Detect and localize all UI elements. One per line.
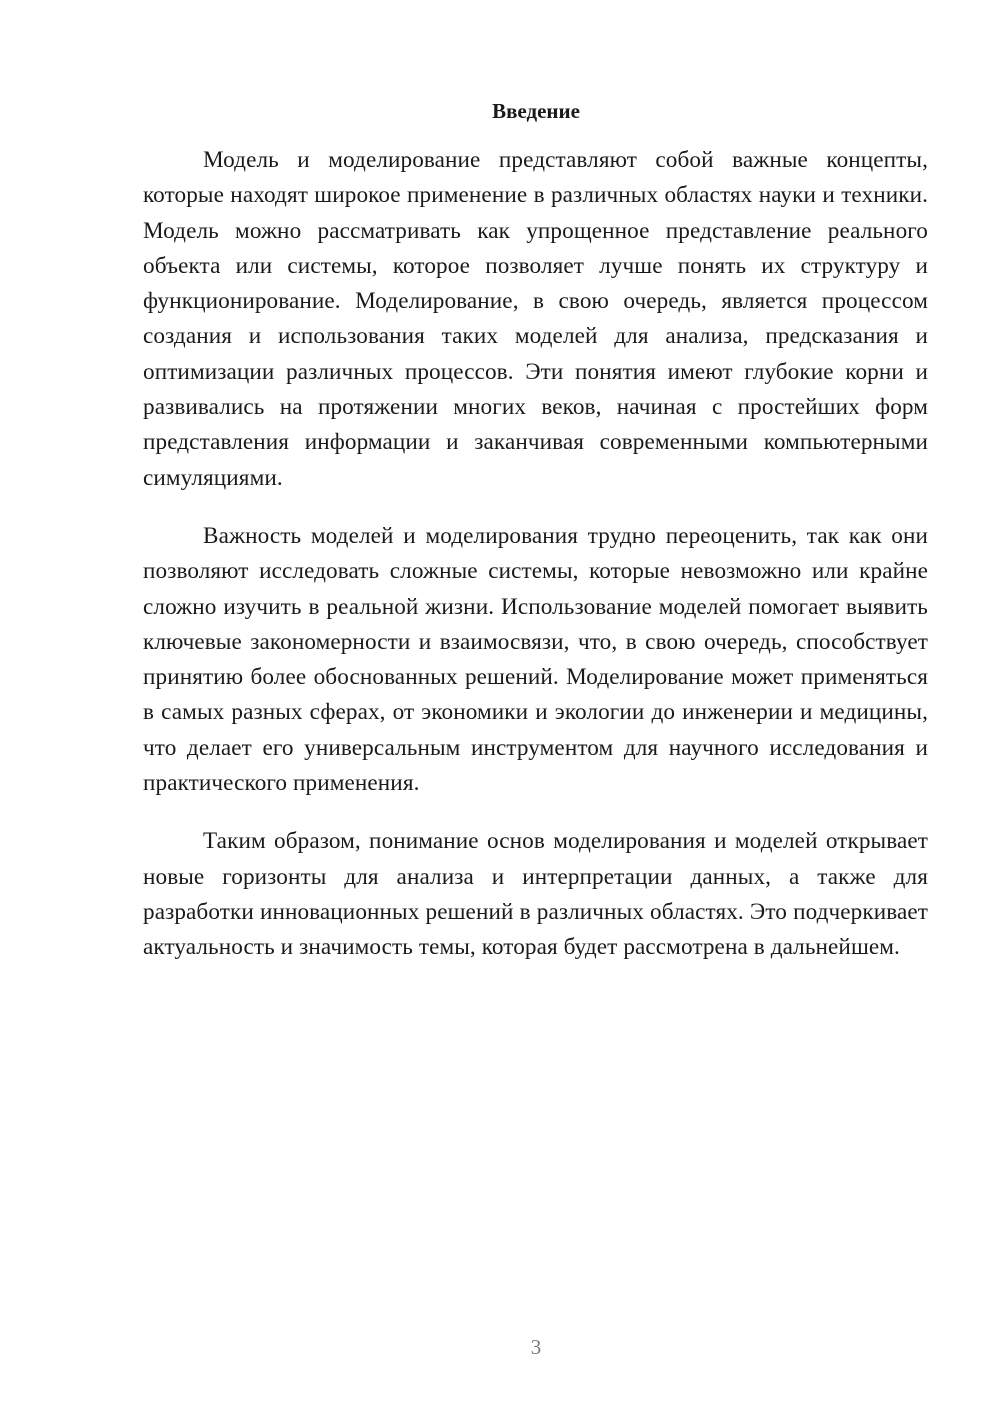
section-title: Введение [492, 99, 580, 123]
page-number: 3 [530, 1335, 542, 1359]
paragraph-1: Модель и моделирование представляют собой важные концепты, которые находят широкое применение в различных областях науки и техники. Модель можно рассматривать как упрощенное представление реального объекта или системы, которое позволяет лучше понять их структуру и функционирование. Моделирование, в свою очередь, является процессом создания и использования таких моделей для анализа, предсказания и оптимизации различных процессов. Эти понятия имеют глубокие корни и развивались на протяжении многих веков, начиная с простейших форм представления информации и заканчивая современными компьютерными симуляциями. [143, 147, 928, 491]
paragraph-3: Таким образом, понимание основ моделирования и моделей открывает новые горизонты для анализа и интерпретации данных, а также для разработки инновационных решений в различных областях. Это подчеркивает актуальность и значимость темы, которая будет рассмотрена в дальнейшем. [143, 828, 928, 961]
body-text [143, 143, 928, 989]
paragraph-2: Важность моделей и моделирования трудно переоценить, так как они позволяют исследовать сложные системы, которые невозможно или крайне сложно изучить в реальной жизни. Использование моделей помогает выявить ключевые закономерности и взаимосвязи, что, в свою очередь, способствует принятию более обоснованных решений. Моделирование может применяться в самых разных сферах, от экономики и экологии до инженерии и медицины, что делает его универсальным инструментом для научного исследования и практического применения. [143, 522, 928, 797]
